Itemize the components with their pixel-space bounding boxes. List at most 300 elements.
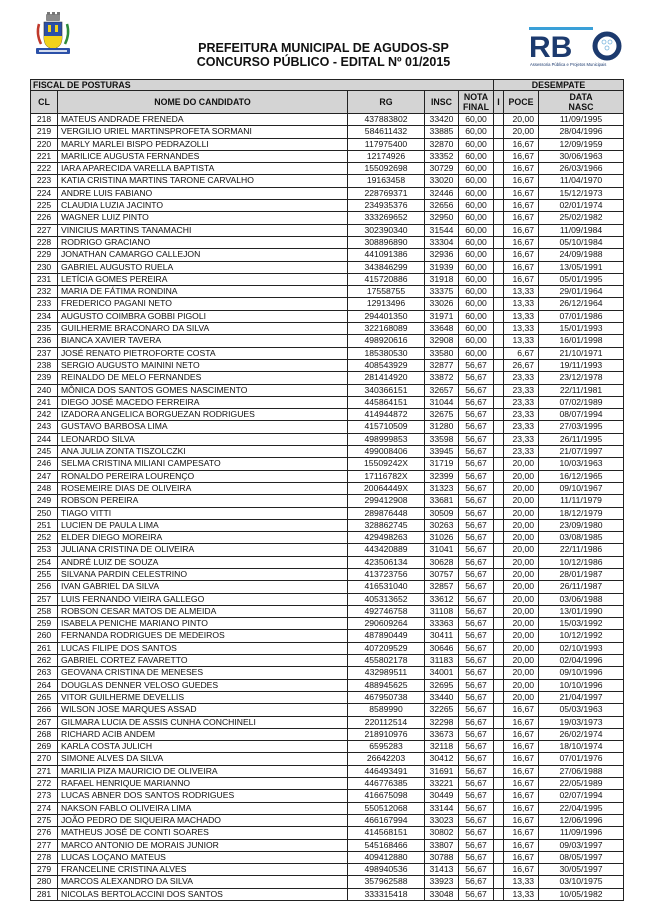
cell-i xyxy=(494,495,504,507)
cell-nome: LUIS FERNANDO VIEIRA GALLEGO xyxy=(58,593,348,605)
cell-data: 19/11/1993 xyxy=(539,359,624,371)
cell-cl: 228 xyxy=(31,236,58,248)
cell-cl: 237 xyxy=(31,347,58,359)
cell-cl: 276 xyxy=(31,827,58,839)
cell-insc: 31280 xyxy=(425,421,459,433)
cell-poce: 23,33 xyxy=(504,421,539,433)
cell-insc: 32936 xyxy=(425,249,459,261)
cell-insc: 33440 xyxy=(425,691,459,703)
cell-nota: 56,67 xyxy=(459,802,494,814)
cell-insc: 30757 xyxy=(425,568,459,580)
cell-poce: 16,67 xyxy=(504,802,539,814)
cell-nome: LUCAS ABNER DOS SANTOS RODRIGUES xyxy=(58,790,348,802)
cell-rg: 499008406 xyxy=(348,446,425,458)
cell-nota: 56,67 xyxy=(459,519,494,531)
cell-data: 11/09/1996 xyxy=(539,827,624,839)
cell-poce: 13,33 xyxy=(504,286,539,298)
cell-nota: 56,67 xyxy=(459,593,494,605)
cell-poce: 20,00 xyxy=(504,593,539,605)
cell-nome: MARCO ANTONIO DE MORAIS JUNIOR xyxy=(58,839,348,851)
cell-insc: 33304 xyxy=(425,236,459,248)
cell-cl: 272 xyxy=(31,778,58,790)
cell-insc: 31323 xyxy=(425,482,459,494)
cell-nota: 56,67 xyxy=(459,790,494,802)
cell-i xyxy=(494,802,504,814)
table-row xyxy=(31,175,624,187)
cell-insc: 33420 xyxy=(425,114,459,126)
cell-cl: 263 xyxy=(31,667,58,679)
cell-nota: 56,67 xyxy=(459,741,494,753)
cell-i xyxy=(494,630,504,642)
table-row xyxy=(31,876,624,888)
cell-nome: LUCIEN DE PAULA LIMA xyxy=(58,519,348,531)
cell-data: 10/03/1963 xyxy=(539,458,624,470)
cell-data: 22/11/1986 xyxy=(539,544,624,556)
table-row xyxy=(31,470,624,482)
cell-cl: 265 xyxy=(31,691,58,703)
cell-cl: 231 xyxy=(31,273,58,285)
cell-poce: 16,67 xyxy=(504,790,539,802)
cell-nota: 60,00 xyxy=(459,261,494,273)
cell-poce: 20,00 xyxy=(504,495,539,507)
col-header-i: I xyxy=(494,91,504,114)
cell-nome: LUCAS LOÇANO MATEUS xyxy=(58,851,348,863)
cell-nota: 56,67 xyxy=(459,814,494,826)
cell-nome: MARILICE AUGUSTA FERNANDES xyxy=(58,150,348,162)
cell-i xyxy=(494,372,504,384)
cell-nome: TIAGO VITTI xyxy=(58,507,348,519)
cell-data: 09/10/1967 xyxy=(539,482,624,494)
cell-poce: 20,00 xyxy=(504,544,539,556)
table-row xyxy=(31,249,624,261)
cell-rg: 357962588 xyxy=(348,876,425,888)
cell-nota: 56,67 xyxy=(459,396,494,408)
cell-i xyxy=(494,827,504,839)
cell-i xyxy=(494,138,504,150)
cell-i xyxy=(494,347,504,359)
cell-cl: 250 xyxy=(31,507,58,519)
cell-rg: 340366151 xyxy=(348,384,425,396)
cell-i xyxy=(494,458,504,470)
cell-nome: NICOLAS BERTOLACCINI DOS SANTOS xyxy=(58,888,348,900)
cell-insc: 31544 xyxy=(425,224,459,236)
col-header-data-line1: DATA xyxy=(569,92,593,102)
cell-i xyxy=(494,642,504,654)
cell-cl: 255 xyxy=(31,568,58,580)
table-row xyxy=(31,679,624,691)
table-row xyxy=(31,556,624,568)
cell-data: 13/01/1990 xyxy=(539,605,624,617)
cell-data: 03/10/1975 xyxy=(539,876,624,888)
cell-nota: 56,67 xyxy=(459,495,494,507)
cell-data: 30/05/1997 xyxy=(539,864,624,876)
cell-insc: 32870 xyxy=(425,138,459,150)
cell-insc: 32877 xyxy=(425,359,459,371)
cell-nota: 60,00 xyxy=(459,126,494,138)
cell-nota: 60,00 xyxy=(459,249,494,261)
cell-nota: 60,00 xyxy=(459,236,494,248)
table-row xyxy=(31,507,624,519)
cell-poce: 16,67 xyxy=(504,716,539,728)
cell-data: 21/07/1997 xyxy=(539,446,624,458)
cell-data: 24/09/1988 xyxy=(539,249,624,261)
table-row xyxy=(31,323,624,335)
cell-rg: 117975400 xyxy=(348,138,425,150)
cell-nome: DOUGLAS DENNER VELOSO GUEDES xyxy=(58,679,348,691)
cell-nota: 60,00 xyxy=(459,138,494,150)
cell-rg: 155092698 xyxy=(348,163,425,175)
cell-nota: 56,67 xyxy=(459,642,494,654)
cell-insc: 30646 xyxy=(425,642,459,654)
cell-poce: 20,00 xyxy=(504,556,539,568)
cell-cl: 257 xyxy=(31,593,58,605)
cell-poce: 20,00 xyxy=(504,642,539,654)
table-row xyxy=(31,433,624,445)
cell-cl: 246 xyxy=(31,458,58,470)
cell-nome: SERGIO AUGUSTO MAININI NETO xyxy=(58,359,348,371)
col-header-poce: POCE xyxy=(504,91,539,114)
cell-data: 13/05/1991 xyxy=(539,261,624,273)
cell-rg: 20064449X xyxy=(348,482,425,494)
cell-nota: 56,67 xyxy=(459,679,494,691)
table-row xyxy=(31,618,624,630)
cell-nome: JONATHAN CAMARGO CALLEJON xyxy=(58,249,348,261)
cell-nota: 60,00 xyxy=(459,286,494,298)
cell-i xyxy=(494,175,504,187)
tiebreak-header: DESEMPATE xyxy=(494,80,624,91)
cell-cl: 221 xyxy=(31,150,58,162)
cell-nome: REINALDO DE MELO FERNANDES xyxy=(58,372,348,384)
cell-insc: 30628 xyxy=(425,556,459,568)
cell-cl: 266 xyxy=(31,704,58,716)
table-row xyxy=(31,532,624,544)
cell-nome: RICHARD ACIB ANDEM xyxy=(58,728,348,740)
svg-text:Assessoria Pública e Projetos: Assessoria Pública e Projetos Municipais xyxy=(530,62,607,67)
cell-i xyxy=(494,679,504,691)
cell-i xyxy=(494,839,504,851)
cell-poce: 20,00 xyxy=(504,482,539,494)
cell-nome: LETÍCIA GOMES PEREIRA xyxy=(58,273,348,285)
cell-i xyxy=(494,716,504,728)
table-row xyxy=(31,187,624,199)
cell-data: 10/05/1982 xyxy=(539,888,624,900)
cell-nota: 56,67 xyxy=(459,765,494,777)
cell-insc: 31026 xyxy=(425,532,459,544)
cell-poce: 20,00 xyxy=(504,655,539,667)
cell-rg: 26642203 xyxy=(348,753,425,765)
cell-nome: ANDRÉ LUIZ DE SOUZA xyxy=(58,556,348,568)
cell-i xyxy=(494,236,504,248)
table-row xyxy=(31,691,624,703)
cell-poce: 20,00 xyxy=(504,519,539,531)
table-row xyxy=(31,716,624,728)
cell-data: 21/10/1971 xyxy=(539,347,624,359)
cell-cl: 267 xyxy=(31,716,58,728)
cell-insc: 32908 xyxy=(425,335,459,347)
cell-i xyxy=(494,691,504,703)
cell-nota: 60,00 xyxy=(459,212,494,224)
cell-cl: 275 xyxy=(31,814,58,826)
cell-rg: 415720886 xyxy=(348,273,425,285)
cell-poce: 16,67 xyxy=(504,224,539,236)
cell-cl: 254 xyxy=(31,556,58,568)
cell-poce: 20,00 xyxy=(504,114,539,126)
cell-rg: 408543929 xyxy=(348,359,425,371)
cell-i xyxy=(494,667,504,679)
cell-insc: 32399 xyxy=(425,470,459,482)
cell-nota: 60,00 xyxy=(459,200,494,212)
cell-cl: 279 xyxy=(31,864,58,876)
cell-nota: 56,67 xyxy=(459,384,494,396)
cell-nome: JULIANA CRISTINA DE OLIVEIRA xyxy=(58,544,348,556)
cell-insc: 31918 xyxy=(425,273,459,285)
cell-cl: 220 xyxy=(31,138,58,150)
col-header-nota-line1: NOTA xyxy=(463,92,489,102)
cell-data: 05/01/1995 xyxy=(539,273,624,285)
cell-insc: 33023 xyxy=(425,814,459,826)
cell-nome: GABRIEL AUGUSTO RUELA xyxy=(58,261,348,273)
cell-rg: 234935376 xyxy=(348,200,425,212)
cell-poce: 20,00 xyxy=(504,532,539,544)
cell-data: 09/03/1997 xyxy=(539,839,624,851)
cell-rg: 294401350 xyxy=(348,310,425,322)
cell-nota: 60,00 xyxy=(459,273,494,285)
cell-nota: 56,67 xyxy=(459,507,494,519)
table-row xyxy=(31,827,624,839)
cell-data: 11/04/1970 xyxy=(539,175,624,187)
cell-data: 02/07/1994 xyxy=(539,790,624,802)
cell-i xyxy=(494,507,504,519)
table-row xyxy=(31,396,624,408)
cell-nota: 60,00 xyxy=(459,224,494,236)
cell-data: 18/10/1974 xyxy=(539,741,624,753)
cell-cl: 229 xyxy=(31,249,58,261)
cell-poce: 13,33 xyxy=(504,335,539,347)
cell-insc: 31971 xyxy=(425,310,459,322)
cell-nome: MARCOS ALEXANDRO DA SILVA xyxy=(58,876,348,888)
cell-i xyxy=(494,200,504,212)
cell-insc: 33144 xyxy=(425,802,459,814)
cell-i xyxy=(494,470,504,482)
cell-nota: 56,67 xyxy=(459,753,494,765)
cell-insc: 31183 xyxy=(425,655,459,667)
table-row xyxy=(31,765,624,777)
table-row xyxy=(31,593,624,605)
cell-rg: 446493491 xyxy=(348,765,425,777)
cell-nome: WAGNER LUIZ PINTO xyxy=(58,212,348,224)
cell-rg: 281414920 xyxy=(348,372,425,384)
cell-insc: 33375 xyxy=(425,286,459,298)
cell-insc: 30263 xyxy=(425,519,459,531)
table-row xyxy=(31,790,624,802)
col-header-nome: NOME DO CANDIDATO xyxy=(58,91,348,114)
cell-rg: 443420889 xyxy=(348,544,425,556)
cell-insc: 33945 xyxy=(425,446,459,458)
cell-nome: SILVANA PARDIN CELESTRINO xyxy=(58,568,348,580)
cell-cl: 273 xyxy=(31,790,58,802)
table-row xyxy=(31,667,624,679)
cell-nome: MATEUS ANDRADE FRENEDA xyxy=(58,114,348,126)
cell-poce: 20,00 xyxy=(504,605,539,617)
cell-cl: 234 xyxy=(31,310,58,322)
cell-cl: 219 xyxy=(31,126,58,138)
cell-rg: 405313652 xyxy=(348,593,425,605)
table-row xyxy=(31,286,624,298)
cell-i xyxy=(494,556,504,568)
cell-rg: 455802178 xyxy=(348,655,425,667)
cell-i xyxy=(494,261,504,273)
cell-cl: 244 xyxy=(31,433,58,445)
cell-cl: 223 xyxy=(31,175,58,187)
cell-rg: 545168466 xyxy=(348,839,425,851)
cell-nota: 56,67 xyxy=(459,556,494,568)
cell-nota: 60,00 xyxy=(459,347,494,359)
cell-insc: 31044 xyxy=(425,396,459,408)
cell-rg: 228769371 xyxy=(348,187,425,199)
cell-cl: 260 xyxy=(31,630,58,642)
table-row xyxy=(31,163,624,175)
col-header-data xyxy=(539,91,624,114)
cell-poce: 20,00 xyxy=(504,470,539,482)
cell-data: 11/09/1984 xyxy=(539,224,624,236)
col-header-cl: CL xyxy=(31,91,58,114)
cell-i xyxy=(494,605,504,617)
cell-data: 11/09/1995 xyxy=(539,114,624,126)
column-header-row xyxy=(31,91,624,114)
cell-nome: MARLY MARLEI BISPO PEDRAZOLLI xyxy=(58,138,348,150)
cell-nome: GUSTAVO BARBOSA LIMA xyxy=(58,421,348,433)
cell-cl: 277 xyxy=(31,839,58,851)
table-row xyxy=(31,273,624,285)
table-row xyxy=(31,114,624,126)
cell-poce: 16,67 xyxy=(504,212,539,224)
table-row xyxy=(31,753,624,765)
cell-poce: 20,00 xyxy=(504,679,539,691)
cell-poce: 16,67 xyxy=(504,814,539,826)
cell-poce: 23,33 xyxy=(504,396,539,408)
table-row xyxy=(31,888,624,900)
table-row xyxy=(31,704,624,716)
cell-i xyxy=(494,114,504,126)
table-row xyxy=(31,384,624,396)
cell-cl: 251 xyxy=(31,519,58,531)
cell-i xyxy=(494,310,504,322)
cell-rg: 415710509 xyxy=(348,421,425,433)
cell-nota: 56,67 xyxy=(459,851,494,863)
table-row xyxy=(31,212,624,224)
cell-cl: 226 xyxy=(31,212,58,224)
cell-cl: 269 xyxy=(31,741,58,753)
cell-nome: GILMARA LUCIA DE ASSIS CUNHA CONCHINELI xyxy=(58,716,348,728)
cell-data: 26/03/1966 xyxy=(539,163,624,175)
cell-data: 03/08/1985 xyxy=(539,532,624,544)
cell-i xyxy=(494,765,504,777)
cell-nome: CLAUDIA LUZIA JACINTO xyxy=(58,200,348,212)
cell-data: 21/04/1997 xyxy=(539,691,624,703)
cell-nota: 60,00 xyxy=(459,187,494,199)
cell-i xyxy=(494,790,504,802)
cell-nota: 56,67 xyxy=(459,630,494,642)
cell-insc: 33648 xyxy=(425,323,459,335)
cell-i xyxy=(494,593,504,605)
cell-insc: 32857 xyxy=(425,581,459,593)
cell-data: 18/12/1979 xyxy=(539,507,624,519)
cell-nota: 56,67 xyxy=(459,691,494,703)
cell-rg: 299412908 xyxy=(348,495,425,507)
table-row xyxy=(31,446,624,458)
cell-poce: 6,67 xyxy=(504,347,539,359)
cell-rg: 302390340 xyxy=(348,224,425,236)
cell-i xyxy=(494,150,504,162)
cell-data: 27/06/1988 xyxy=(539,765,624,777)
cell-cl: 224 xyxy=(31,187,58,199)
cell-nome: SIMONE ALVES DA SILVA xyxy=(58,753,348,765)
cell-cl: 222 xyxy=(31,163,58,175)
cell-poce: 16,67 xyxy=(504,704,539,716)
cell-rg: 441091386 xyxy=(348,249,425,261)
cell-nome: DIEGO JOSÉ MACEDO FERREIRA xyxy=(58,396,348,408)
table-row xyxy=(31,741,624,753)
cell-poce: 20,00 xyxy=(504,507,539,519)
cell-data: 08/07/1994 xyxy=(539,409,624,421)
cell-nota: 56,67 xyxy=(459,655,494,667)
cell-rg: 409412880 xyxy=(348,851,425,863)
cell-data: 12/09/1959 xyxy=(539,138,624,150)
cell-nota: 56,67 xyxy=(459,827,494,839)
table-row xyxy=(31,372,624,384)
cell-data: 15/03/1992 xyxy=(539,618,624,630)
table-row xyxy=(31,347,624,359)
cell-rg: 308896890 xyxy=(348,236,425,248)
cell-data: 05/10/1984 xyxy=(539,236,624,248)
svg-text:RB: RB xyxy=(529,31,573,64)
table-row xyxy=(31,814,624,826)
cell-poce: 16,67 xyxy=(504,778,539,790)
cell-data: 16/01/1998 xyxy=(539,335,624,347)
cell-insc: 33048 xyxy=(425,888,459,900)
cell-nome: MARIA DE FÁTIMA RONDINA xyxy=(58,286,348,298)
cell-i xyxy=(494,618,504,630)
cell-cl: 248 xyxy=(31,482,58,494)
cell-rg: 19163458 xyxy=(348,175,425,187)
cell-insc: 32298 xyxy=(425,716,459,728)
cell-data: 26/11/1987 xyxy=(539,581,624,593)
cell-i xyxy=(494,544,504,556)
cell-rg: 289876448 xyxy=(348,507,425,519)
cell-rg: 432989511 xyxy=(348,667,425,679)
col-header-nota xyxy=(459,91,494,114)
cell-rg: 445864151 xyxy=(348,396,425,408)
cell-cl: 241 xyxy=(31,396,58,408)
cell-poce: 16,67 xyxy=(504,827,539,839)
cell-data: 02/01/1974 xyxy=(539,200,624,212)
cell-nota: 56,67 xyxy=(459,581,494,593)
cell-insc: 31108 xyxy=(425,605,459,617)
table-row xyxy=(31,335,624,347)
cell-i xyxy=(494,163,504,175)
cell-i xyxy=(494,396,504,408)
cell-poce: 16,67 xyxy=(504,741,539,753)
cell-data: 19/03/1973 xyxy=(539,716,624,728)
cell-rg: 8589990 xyxy=(348,704,425,716)
cell-cl: 274 xyxy=(31,802,58,814)
cell-cl: 278 xyxy=(31,851,58,863)
cell-rg: 492746758 xyxy=(348,605,425,617)
cell-data: 08/05/1997 xyxy=(539,851,624,863)
table-row xyxy=(31,138,624,150)
cell-data: 22/11/1981 xyxy=(539,384,624,396)
cell-insc: 33020 xyxy=(425,175,459,187)
